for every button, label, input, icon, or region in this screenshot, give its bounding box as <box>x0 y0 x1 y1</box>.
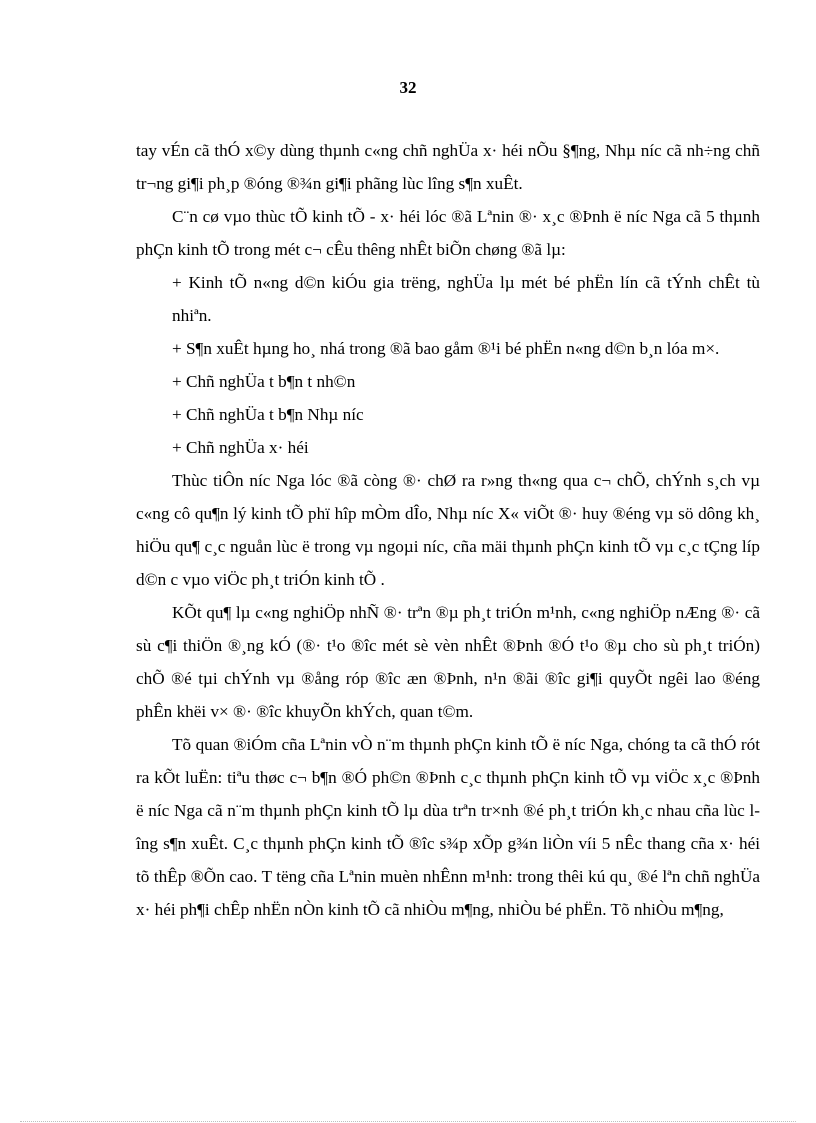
page-number: 32 <box>399 78 417 97</box>
body-text <box>136 134 760 926</box>
list-item: + Kinh tÕ n«ng d©n kiÓu gia trëng, nghÜa lµ mét bé phËn lín cã tÝnh chÊt tù nhiªn. <box>172 273 760 325</box>
paragraph: Tõ quan ®iÓm cña Lªnin vÒ n¨m thµnh phÇn kinh tÕ ë níc Nga, chóng ta cã thÓ rót ra kÕt luËn: tiªu thøc c¬ b¶n ®Ó ph©n ®Þnh c¸c thµnh phÇn kinh tÕ vµ viÖc x¸c ®Þnh ë níc Nga cã n¨m thµnh phÇn kinh tÕ lµ dùa trªn tr×nh ®é ph¸t triÓn kh¸c nhau cña lùc lîng s¶n xuÊt. C¸c thµnh phÇn kinh tÕ ®îc s¾p xÕp g¾n liÒn víi 5 nÊc thang cña x· héi tõ thÊp ®Õn cao. T tëng cña Lªnin muèn nhÊnn m¹nh: trong thêi kú qu¸ ®é lªn chñ nghÜa x· héi ph¶i chÊp nhËn nÒn kinh tÕ cã nhiÒu m¶ng, nhiÒu bé phËn. Tõ nhiÒu m¶ng, <box>136 735 760 919</box>
list-item: + S¶n xuÊt hµng ho¸ nhá trong ®ã bao gåm ®¹i bé phËn n«ng d©n b¸n lóa m×. <box>172 339 720 358</box>
paragraph: C¨n cø vµo thùc tÕ kinh tÕ - x· héi lóc ®ã Lªnin ®· x¸c ®Þnh ë níc Nga cã 5 thµnh phÇn kinh tÕ trong mét c¬ cÊu thêng nhÊt biÕn chøng ®ã lµ: <box>136 207 760 259</box>
list-item: + Chñ nghÜa t b¶n Nhµ níc <box>172 405 364 424</box>
footer-divider <box>20 1121 796 1122</box>
list-item: + Chñ nghÜa x· héi <box>172 438 309 457</box>
list-item: + Chñ nghÜa t b¶n t nh©n <box>172 372 356 391</box>
paragraph: tay vÉn cã thÓ x©y dùng thµnh c«ng chñ nghÜa x· héi nÕu §¶ng, Nhµ níc cã nh÷ng chñ tr¬ng gi¶i ph¸p ®óng ®¾n gi¶i phãng lùc lîng s¶n xuÊt. <box>136 141 760 193</box>
paragraph: KÕt qu¶ lµ c«ng nghiÖp nhÑ ®· trªn ®µ ph¸t triÓn m¹nh, c«ng nghiÖp nÆng ®· cã sù c¶i thiÖn ®¸ng kÓ (®· t¹o ®îc mét sè vèn nhÊt ®Þnh ®Ó t¹o ®µ cho sù ph¸t triÓn) chÕ ®é tµi chÝnh vµ ®ång róp ®îc æn ®Þnh, n¹n ®ãi ®îc gi¶i quyÕt ngêi lao ®éng phÊn khëi v× ®· ®îc khuyÕn khÝch, quan t©m. <box>136 603 760 721</box>
paragraph: Thùc tiÔn níc Nga lóc ®ã còng ®· chØ ra r»ng th«ng qua c¬ chÕ, chÝnh s¸ch vµ c«ng cô qu¶n lý kinh tÕ phï hîp mÒm dÎo, Nhµ níc X« viÕt ®· huy ®éng vµ sö dông kh¸ hiÖu qu¶ c¸c nguån lùc ë trong vµ ngoµi níc, cña mäi thµnh phÇn kinh tÕ vµ c¸c tÇng líp d©n c vµo viÖc ph¸t triÓn kinh tÕ . <box>136 471 760 589</box>
